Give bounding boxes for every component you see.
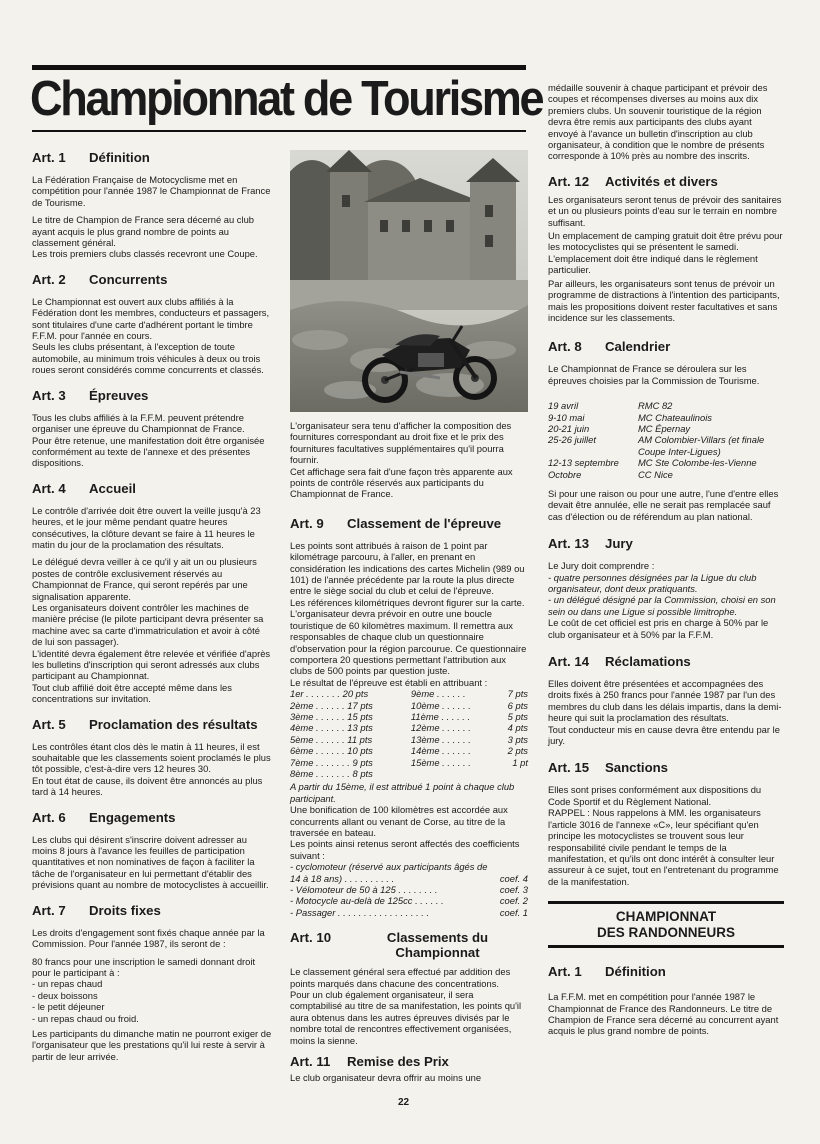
article-title: Réclamations [605, 654, 691, 670]
table-row: - Passager . . . . . . . . . . . . . . . . . . coef. 1 [290, 906, 528, 918]
article-title: Droits fixes [89, 902, 161, 918]
article-1 [32, 150, 272, 260]
article-number: Art. 14 [548, 654, 590, 670]
list-item: - le petit déjeuner [32, 1001, 105, 1013]
table-row: 8ème . . . . . . . 8 pts [290, 767, 373, 779]
paragraph: Les droits d'engagement sont fixés chaque année par la Commission. Pour l'année 1987, ils seront de : [32, 926, 265, 950]
article-number: Art. 15 [548, 760, 590, 776]
article-number: Art. 1 [32, 150, 66, 165]
article-title: Épreuves [89, 387, 149, 403]
article-number: Art. 4 [32, 480, 66, 496]
table-row: - Vélomoteur de 50 à 125 . . . . . . . . coef. 3 [290, 884, 528, 896]
article-title: Remise des Prix [347, 1054, 449, 1070]
randonneurs-heading [548, 901, 784, 948]
paragraph: Elles sont prises conformément aux dispositions du Code Sportif et du Règlement National. [548, 784, 762, 807]
article-number: Art. 9 [290, 515, 324, 531]
article-title: Définition [89, 150, 150, 165]
column-middle [290, 150, 528, 1096]
paragraph: médaille souvenir à chaque participant et prévoir des coupes et récompenses diverses au moins aux dix premiers clubs. Un souvenir touristique de la région devra être remis aux participants des clubs ayant envoyé à l'avance un bulletin d'inscription au club organisateur, à condition que le nombre de présents corresponde à 10% près au nombre des inscrits. [548, 82, 768, 162]
column-right [548, 82, 784, 1049]
table-row: 2ème . . . . . . 17 pts 10ème . . . . . . 6 pts [290, 699, 528, 711]
included-items-list [32, 978, 272, 1024]
paragraph: Seuls les clubs présentant, à l'exception de toute automobile, au minimum trois véhicules à deux ou trois roues seront considérés comme concurrents et classés. [32, 341, 264, 376]
column-left [32, 150, 272, 1074]
list-item: - deux boissons [32, 989, 98, 1001]
article-number: Art. 8 [548, 339, 582, 355]
table-row: 6ème . . . . . . 10 pts 14ème . . . . . . 2 pts [290, 745, 528, 757]
paragraph: L'organisateur devra prévoir en outre une boucle touristique de 60 kilomètres maximum. Il remettra aux responsables de chaque club un questionnaire d'observation pour la région parcourue. Ce questionnaire comportera 20 questions permettant l'attribution aux clubs de 500 points par question juste. [290, 608, 527, 677]
article-9 [290, 516, 528, 918]
article-14 [548, 654, 784, 746]
calendar-table [548, 400, 784, 480]
title-rule-bottom [32, 130, 526, 132]
photo-caption: Cet affichage sera fait d'une façon très apparente aux points de contrôle réservés aux participants du Championnat de France. [290, 465, 513, 500]
paragraph: Par ailleurs, les organisateurs sont tenus de prévoir un programme de distractions à l'intention des participants, mais les propositions doivent rester facultatives et sans incidence sur les classements. [548, 277, 780, 323]
article-11 [290, 1054, 528, 1083]
randonneurs-heading-line: DES RANDONNEURS [596, 925, 735, 941]
coefficient-table [290, 861, 528, 918]
article-title: Classements du Championnat [386, 930, 489, 961]
paragraph: La Fédération Française de Motocyclisme met en compétition pour l'année 1987 le Championnat de France de Tourisme. [32, 174, 271, 208]
table-row: 4ème . . . . . . 13 pts 12ème . . . . . . 4 pts [290, 722, 528, 734]
paragraph: Le classement général sera effectué par addition des points marqués dans chacune des concentrations. [290, 966, 511, 989]
paragraph: Tout conducteur mis en cause devra être entendu par le jury. [548, 723, 780, 747]
article-2 [32, 272, 272, 376]
paragraph: Les points sont attribués à raison de 1 point par kilométrage parcouru, à l'aller, en prenant en considération les indications des cartes Michelin (989 ou 101) de l'année précédente par la route la plus directe entre le siège social du club et celui de l'épreuve. [290, 539, 525, 597]
paragraph: Tous les clubs affiliés à la F.F.M. peuvent prétendre organiser une épreuve du Championnat de France. [32, 411, 245, 435]
article-number: Art. 12 [548, 173, 590, 189]
motorcycle-castle-photo [290, 150, 528, 412]
article-12 [548, 174, 784, 323]
table-row: 9-10 mai MC Chateaulinois [548, 411, 712, 423]
paragraph: Les clubs qui désirent s'inscrire doivent adresser au moins 8 jours à l'avance les feuilles de participation quantitatives et non nominatives de façon à faciliter la tâche de l'organisateur en lui permettant d'établir des prévisions quant au nombre de motocyclistes à accueillir. [32, 833, 269, 891]
article-title: Engagements [89, 809, 176, 825]
paragraph: Le titre de Champion de France sera décerné au club ayant acquis le plus grand nombre de points au classement général. [32, 214, 255, 249]
randonneurs-article-1 [548, 964, 784, 1037]
article-number: Art. 13 [548, 536, 590, 552]
article-title: Sanctions [605, 760, 669, 776]
article-15 [548, 760, 784, 887]
article-title: Activités et divers [605, 173, 718, 189]
table-row: 5ème . . . . . . 11 pts 13ème . . . . . . 3 pts [290, 733, 528, 745]
article-number: Art. 1 [548, 964, 582, 980]
article-title: Définition [605, 964, 666, 980]
article-10 [290, 930, 528, 1046]
paragraph: Le Championnat de France se déroulera sur les épreuves choisies par la Commission de Tourisme. [548, 363, 760, 386]
article-number: Art. 3 [32, 387, 66, 403]
paragraph: Un emplacement de camping gratuit doit être prévu pour les motocyclistes qui se présentent le samedi. L'emplacement doit être indiqué dans le règlement particulier. [548, 230, 783, 276]
page-title: Championnat de Tourisme [30, 72, 543, 126]
paragraph: L'identité devra également être relevée et vérifiée d'après les bulletins d'inscription qui seront adressés aux clubs participant au Championnat. [32, 647, 271, 682]
article-number: Art. 11 [290, 1054, 331, 1070]
paragraph: Le contrôle d'arrivée doit être ouvert la veille jusqu'à 23 heures, et le jour même pendant quatre heures consécutives, la clôture devant se faire à 11 heures le matin du jour de la proclamation des résultats. [32, 504, 261, 550]
article-title: Proclamation des résultats [89, 716, 258, 732]
list-item: - un repas chaud ou froid. [32, 1012, 139, 1024]
paragraph: Les trois premiers clubs classés recevront une Coupe. [32, 248, 258, 260]
article-title: Accueil [89, 480, 136, 496]
paragraph: La F.F.M. met en compétition pour l'année 1987 le Championnat de France des Randonneurs. Le titre de Champion de France sera décerné au concurrent ayant acquis le plus grand nombre de points. [548, 991, 779, 1037]
table-row: 3ème . . . . . . 15 pts 11ème . . . . . . 5 pts [290, 710, 528, 722]
table-row: 7ème . . . . . . . 9 pts 15ème . . . . . . 1 pt [290, 756, 528, 768]
paragraph: Le club organisateur devra offrir au moins une [290, 1072, 482, 1084]
paragraph: Tout club affilié doit être accepté même dans les concentrations sur invitation. [32, 681, 232, 705]
article-title: Calendrier [605, 339, 671, 355]
paragraph: Les participants du dimanche matin ne pourront exiger de l'organisateur que les prestations qu'il lui reste à servir à partir de leur arrivée. [32, 1027, 272, 1062]
paragraph: Elles doivent être présentées et accompagnées des droits fixés à 250 francs pour l'année 1987 par l'un des membres du club dans les délais impartis, dans la demi-heure qui suit la proclamation des résultats. [548, 678, 782, 724]
paragraph: Le délégué devra veiller à ce qu'il y ait un ou plusieurs postes de contrôle exclusivement réservés au Championnat de France, qui seront repérés par une signalisation apparente. [32, 556, 257, 602]
paragraph: Les contrôles étant clos dès le matin à 11 heures, il est souhaitable que les classements soient proclamés le plus tôt possible, c'est-à-dire vers 12 heures 30. [32, 740, 271, 775]
paragraph: Pour être retenue, une manifestation doit être organisée conformément au texte de l'annexe et des présentes dispositions. [32, 434, 265, 469]
paragraph: Le Championnat est ouvert aux clubs affiliés à la Fédération dont les membres, conducteurs et passagers, sont titulaires d'une carte d'adhérent portant le timbre F.F.M. pour l'année en cours. [32, 295, 270, 342]
article-number: Art. 5 [32, 716, 66, 732]
article-8 [548, 339, 784, 522]
article-3 [32, 388, 272, 469]
paragraph: Si pour une raison ou pour une autre, l'une d'entre elles devait être annulée, elle ne serait pas remplacée sauf cas d'élection ou de référendum au plan national. [548, 487, 779, 522]
points-table [290, 688, 528, 779]
page-number: 22 [398, 1097, 410, 1108]
table-row: Octobre CC Nice [548, 468, 673, 480]
paragraph: Les organisateurs seront tenus de prévoir des sanitaires et un ou plusieurs points d'eau sur le terrain en nombre suffisant. [548, 193, 782, 228]
article-number: Art. 7 [32, 902, 66, 918]
article-7 [32, 903, 272, 1062]
paragraph: Les références kilométriques devront figurer sur la carte. [290, 596, 525, 608]
paragraph: Les organisateurs doivent contrôler les machines de manière précise (le pilote participant devra présenter sa machine avec sa carte d'immatriculation et avoir à côté de lui son passager). [32, 601, 264, 648]
article-title: Classement de l'épreuve [347, 515, 502, 531]
randonneurs-heading-line: CHAMPIONNAT [615, 909, 717, 925]
article-number: Art. 2 [32, 271, 66, 287]
jury-list [548, 572, 784, 618]
paragraph: Le coût de cet officiel est pris en charge à 50% par le club organisateur et à 50% par la F.F.M. [548, 617, 769, 640]
table-row: 25-26 juillet AM Colombier-Villars (et finale Coupe Inter-Ligues) [548, 434, 765, 457]
paragraph: Le Jury doit comprendre : [548, 560, 655, 572]
paragraph: Pour un club également organisateur, il sera comptabilisé au titre de sa manifestation, les points qu'il aura obtenus dans les autres épreuves divisés par le nombre total de rencontres effectivement organisées, moins la sienne. [290, 989, 522, 1046]
table-row: - Motocycle au-delà de 125cc . . . . . . coef. 2 [290, 895, 528, 907]
article-title: Concurrents [89, 271, 168, 287]
paragraph: Les points ainsi retenus seront affectés des coefficients suivant : [290, 838, 520, 861]
article-number: Art. 10 [290, 930, 332, 946]
list-item: - quatre personnes désignées par la Ligue du club organisateur, dont deux pratiquants. [548, 571, 757, 594]
photo-caption: L'organisateur sera tenu d'afficher la composition des fournitures correspondant au droit fixe et le prix des fournitures facultatives supplémentaires qu'il pourra fournir. [290, 420, 512, 466]
paragraph: A partir du 15ème, il est attribué 1 point à chaque club participant. [290, 781, 515, 804]
table-row: 20-21 juin MC Épernay [548, 422, 691, 434]
article-5 [32, 717, 272, 798]
article-title: Jury [605, 536, 633, 552]
article-4 [32, 481, 272, 705]
article-13 [548, 536, 784, 640]
article-6 [32, 810, 272, 891]
paragraph: Une bonification de 100 kilomètres est accordée aux concurrents allant ou venant de Corse, au titre de la traversée en bateau. [290, 804, 508, 838]
paragraph: 80 francs pour une inscription le samedi donnant droit pour le participant à : [32, 955, 256, 978]
list-item: - un délégué désigné par la Commission, choisi en son sein ou dans une Ligue si possible limitrophe. [548, 594, 776, 617]
table-row: - cyclomoteur (réservé aux participants âgés de 14 à 18 ans) . . . . . . . . . . coef. 4 [290, 861, 528, 884]
table-row: 1er . . . . . . . 20 pts 9ème . . . . . . 7 pts [290, 688, 528, 700]
table-row: 12-13 septembre MC Ste Colombe-les-Vienne [548, 457, 757, 469]
paragraph: RAPPEL : Nous rappelons à MM. les organisateurs l'article 3016 de l'annexe «C», leur spécifiant qu'en principe les motocyclistes se trouvent sous leur responsabilité civile pendant le temps de la manifestation, et qu'ils ont donc intérêt à consulter leur assureur à ce sujet, tout en l'entretenant du programme de la manifestation. [548, 807, 779, 887]
table-row: 19 avril RMC 82 [548, 400, 673, 412]
list-item: - un repas chaud [32, 978, 103, 990]
article-number: Art. 6 [32, 809, 66, 825]
paragraph: Le résultat de l'épreuve est établi en attribuant : [290, 676, 488, 688]
paragraph: En tout état de cause, ils doivent être annoncés au plus tard à 14 heures. [32, 774, 263, 798]
